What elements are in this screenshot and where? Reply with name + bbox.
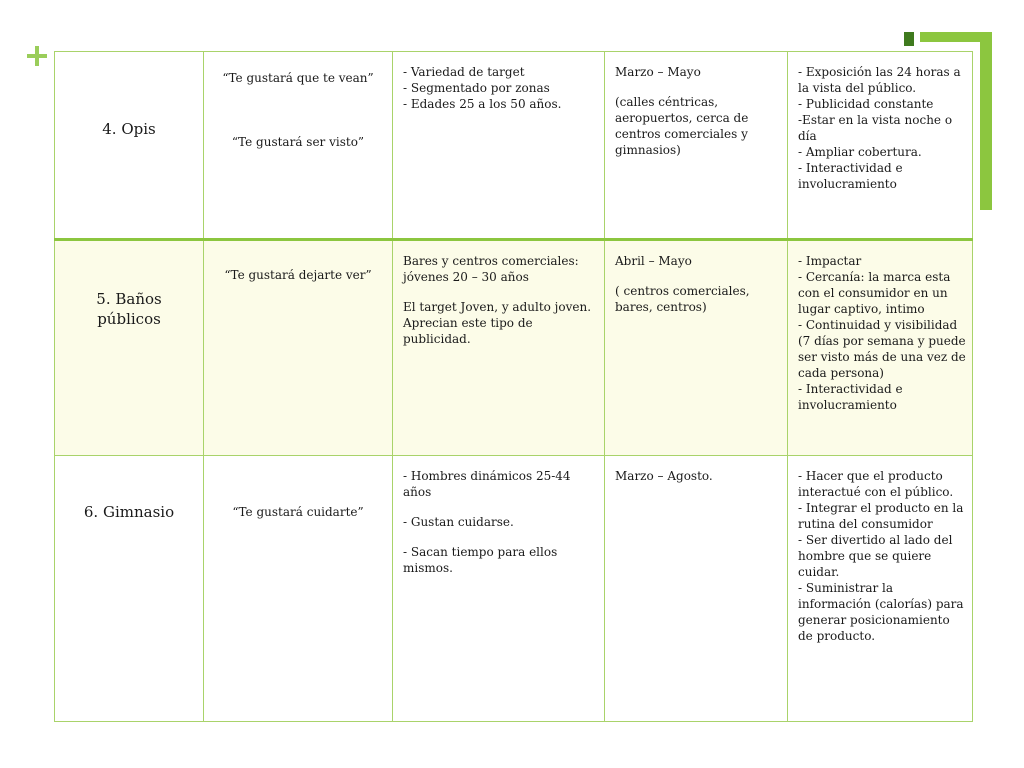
benefits-text: - Hacer que el producto interactué con el público. - Integrar el producto en la rutina del consumidor - Ser divertido al lado del hombre que se quiere cuidar. - Suministrar la información (calorías) para generar posicionamiento de producto. bbox=[798, 469, 964, 643]
target-cell bbox=[393, 240, 605, 456]
period-text: Marzo – Mayo bbox=[615, 65, 701, 79]
medium-name: 5. Baños públicos bbox=[96, 290, 162, 328]
period-cell bbox=[605, 52, 788, 240]
target-text: Bares y centros comerciales: jóvenes 20 – 30 años bbox=[403, 254, 579, 284]
period-cell bbox=[605, 240, 788, 456]
period-text: Marzo – Agosto. bbox=[615, 469, 713, 483]
slogan-text: “Te gustará que te vean” bbox=[222, 71, 374, 85]
table-row bbox=[55, 240, 973, 456]
benefits-text: - Exposición las 24 horas a la vista del público. - Publicidad constante -Estar en la vista noche o día - Ampliar cobertura. - Interactividad e involucramiento bbox=[798, 65, 961, 191]
slogan-text: “Te gustará dejarte ver” bbox=[224, 268, 372, 282]
target-text: - Sacan tiempo para ellos mismos. bbox=[403, 545, 558, 575]
slogan-text: “Te gustará ser visto” bbox=[231, 135, 365, 149]
benefits-cell bbox=[788, 52, 973, 240]
slogan-text: “Te gustará cuidarte” bbox=[232, 505, 364, 519]
medium-name: 4. Opis bbox=[102, 120, 156, 138]
corner-square-decoration bbox=[904, 32, 914, 46]
target-text: - Hombres dinámicos 25-44 años bbox=[403, 469, 571, 499]
medium-name: 6. Gimnasio bbox=[83, 503, 175, 521]
period-cell bbox=[605, 456, 788, 722]
target-cell bbox=[393, 456, 605, 722]
corner-bracket-side-decoration bbox=[980, 32, 992, 210]
slogan-cell bbox=[204, 456, 393, 722]
plus-icon bbox=[27, 46, 47, 66]
period-text: Abril – Mayo bbox=[615, 254, 692, 268]
target-text: El target Joven, y adulto joven. Aprecian este tipo de publicidad. bbox=[403, 300, 592, 346]
medium-cell bbox=[55, 456, 204, 722]
location-text: ( centros comerciales, bares, centros) bbox=[615, 284, 750, 314]
table-row bbox=[55, 52, 973, 240]
benefits-text: - Impactar - Cercanía: la marca esta con el consumidor en un lugar captivo, intimo - Continuidad y visibilidad (7 días por semana y puede ser visto más de una vez de cada persona) - Interactividad e involucramiento bbox=[798, 254, 966, 412]
benefits-cell bbox=[788, 240, 973, 456]
target-text: - Variedad de target - Segmentado por zonas - Edades 25 a los 50 años. bbox=[403, 65, 562, 111]
target-text: - Gustan cuidarse. bbox=[403, 515, 514, 529]
medium-cell bbox=[55, 52, 204, 240]
medium-cell bbox=[55, 240, 204, 456]
slogan-cell bbox=[204, 52, 393, 240]
slogan-cell bbox=[204, 240, 393, 456]
target-cell bbox=[393, 52, 605, 240]
table-row bbox=[55, 456, 973, 722]
benefits-cell bbox=[788, 456, 973, 722]
location-text: (calles céntricas, aeropuertos, cerca de centros comerciales y gimnasios) bbox=[615, 95, 749, 157]
media-plan-table bbox=[54, 51, 973, 722]
